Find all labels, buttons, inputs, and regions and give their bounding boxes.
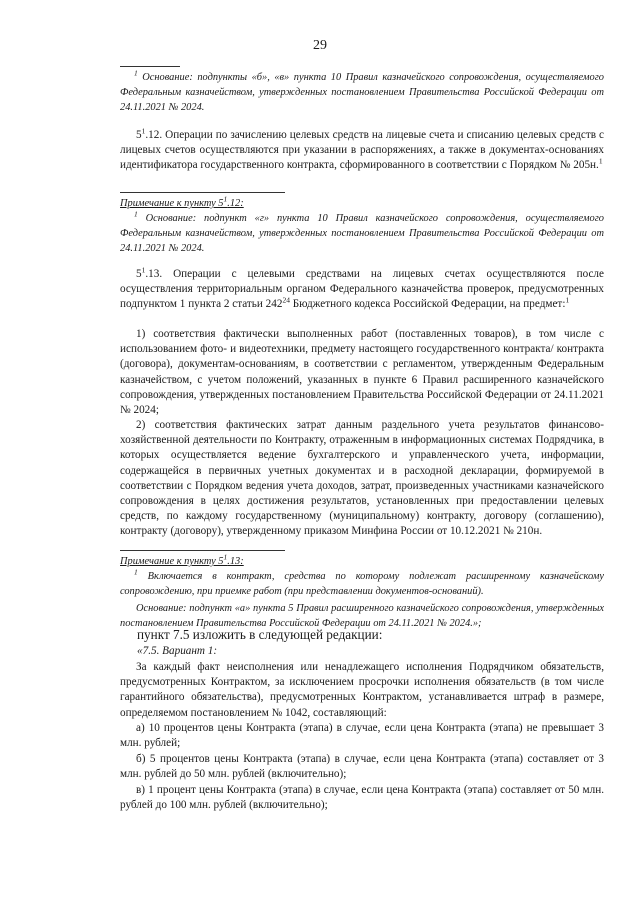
paragraph-5-1-12 (120, 128, 604, 174)
footnote-mark: 1 (134, 68, 138, 78)
clause-superscript: 1 (141, 265, 146, 275)
subitem-a: а) 10 процентов цены Контракта (этапа) в случае, если цена Контракта (этапа) не превышает 3 млн. рублей; (120, 722, 604, 750)
note-rule (120, 550, 285, 551)
subitem-v: в) 1 процент цены Контракта (этапа) в случае, если цена Контракта (этапа) составляет от 50 млн. рублей до 100 млн. рублей (включительно); (120, 784, 604, 812)
footnote-1 (120, 70, 604, 116)
footnote-ref: 1 (565, 295, 570, 305)
paragraph-7-5: За каждый факт неисполнения или ненадлежащего исполнения Подрядчиком обязательств, предусмотренных Контрактом, за исключением просрочки исполнения обязательств (в том числе гарантийного обязательства), предусмотренных Контрактом, устанавливается штраф в размере, определяемом постановлением № 1042, составляющий: (120, 661, 604, 719)
paragraph-5-1-13 (120, 267, 604, 313)
note-5-1-13-text2: Основание: подпункт «а» пункта 5 Правил расширенного казначейского сопровождения, утвержденных постановлением Правительства Российской Федерации от 24.11.2021 № 2024.»; (120, 603, 604, 630)
clause-number: 5 (136, 129, 142, 141)
footnote-ref: 1 (598, 156, 603, 166)
section-intro: пункт 7.5 изложить в следующей редакции: (137, 627, 383, 642)
clause-superscript: 1 (141, 126, 146, 136)
note-mark: 1 (134, 209, 138, 219)
note-rule (120, 192, 285, 193)
note-5-1-12-title: Примечание к пункту $5^1.12$: (120, 194, 244, 209)
footnote-rule (120, 66, 180, 67)
note-text: Включается в контракт, средства по которому подлежат расширенному казначейскому сопровождению, при приемке работ (при представлении документов-оснований). (120, 571, 604, 598)
clause-number: 5 (136, 268, 142, 280)
note-5-1-13-text1 (120, 569, 604, 599)
clause-text: .13. Операции с целевыми средствами на лицевых счетах осуществляются после осуществления территориальным органом Федерального казначейства проверок, предусмотренных подпунктом 1 пункта 2 статьи 242 (120, 268, 604, 311)
clause-text-cont: Бюджетного кодекса Российской Федерации, на предмет: (289, 298, 566, 311)
note-mark: 1 (134, 567, 138, 577)
clause-text: .12. Операции по зачислению целевых средств на лицевые счета и списанию целевых средств с лицевых счетов осуществляются при указании в распоряжениях, а также в документах-основаниях идентификатора государственного контракта, сформированного в соответствии с Порядком № 205н. (120, 129, 604, 172)
list-item-2: 2) соответствия фактических затрат данным раздельного учета результатов финансово-хозяйственной деятельности по Контракту, отраженным в информационных системах Подрядчика, в которых осуществляется ведение бухгалтерского и управленческого учета, информации, содержащейся в первичных учетных документах и в расходной декларации, формируемой в соответствии с Порядком ведения учета доходов, затрат, произведенных участниками казначейского сопровождения в целях достижения результатов, установленных при предоставлении целевых средств, по каждому государственному (муниципальному) контракту, договору (соглашению), контракту (договору), утвержденному приказом Минфина России от 10.12.2021 № 210н. (120, 419, 604, 538)
note-text: Основание: подпункт «г» пункта 10 Правил казначейского сопровождения, осуществляемого Федеральным казначейством, утвержденных постановлением Правительства Российской Федерации от 24.11.2021 № 2024. (120, 213, 604, 255)
footnote-text: Основание: подпункты «б», «в» пункта 10 Правил казначейского сопровождения, осуществляемого Федеральным казначейством, утвержденных постановлением Правительства Российской Федерации от 24.11.2021 № 2024. (120, 72, 604, 114)
note-5-1-13-title: Примечание к пункту $5^1.13$: (120, 552, 244, 567)
note-5-1-12-text (120, 211, 604, 257)
list-item-1: 1) соответствия фактически выполненных работ (поставленных товаров), в том числе с использованием фото- и видеотехники, предмету настоящего государственного контракта/ контракта (договора), документам-основаниям, в соответствии с регламентом, утвержденным Федеральным казначейством, с учетом положений, указанных в пункте 6 Правил расширенного казначейского сопровождения, утвержденных постановлением Правительства Российской Федерации от 24.11.2021 № 2024; (120, 328, 604, 417)
article-superscript: 24 (282, 295, 290, 305)
page-number: 29 (313, 38, 327, 53)
variant-heading: «7.5. Вариант 1: (137, 645, 218, 657)
subitem-b: б) 5 процентов цены Контракта (этапа) в случае, если цена Контракта (этапа) составляет от 3 млн. рублей до 50 млн. рублей (включительно); (120, 753, 604, 781)
